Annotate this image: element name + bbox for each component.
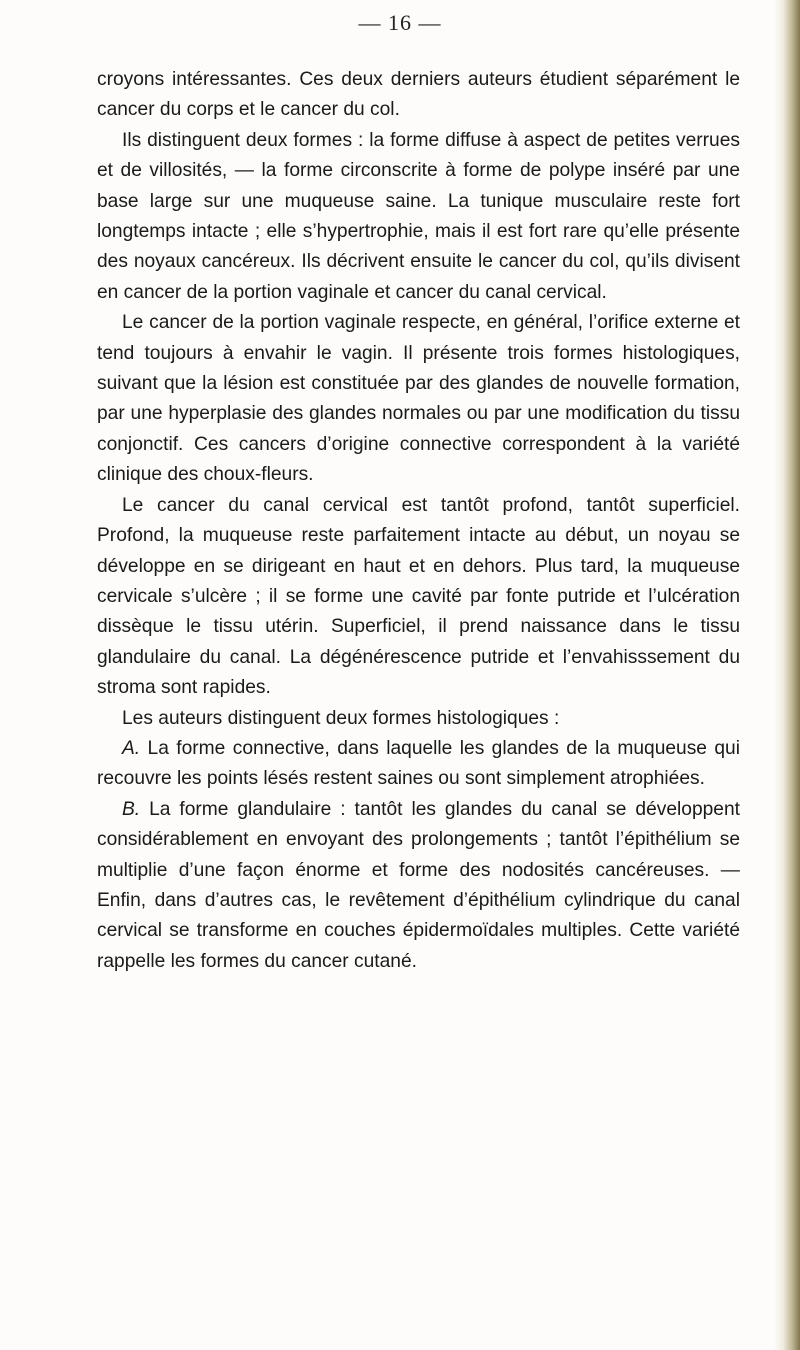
paragraph: Le cancer de la portion vaginale respecte, en général, l’orifice externe et tend toujours à envahir le vagin. Il présente trois formes histologiques, suivant que la lésion est constituée par des glandes de nouvelle formation, par une hyperplasie des glandes normales ou par une modification du tissu conjonctif. Ces cancers d’origine connective correspondent à la variété clinique des choux-fleurs.	[97, 312, 740, 486]
paragraph: Ils distinguent deux formes : la forme diffuse à aspect de petites verrues et de villosités, — la forme circonscrite à forme de polype inséré par une base large sur une muqueuse saine. La tunique musculaire reste fort longtemps intacte ; elle s’hypertrophie, mais il est fort rare qu’elle présente des noyaux cancéreux. Ils décrivent ensuite le cancer du col, qu’ils divisent en cancer de la portion vaginale et cancer du canal cervical.	[97, 129, 740, 303]
paragraph: B. La forme glandulaire : tantôt les glandes du canal se développent considérablement en envoyant des prolongements ; tantôt l’épithélium se multiplie d’une façon énorme et forme des nodosités cancéreuses. — Enfin, dans d’autres cas, le revêtement d’épithélium cylindrique du canal cervical se transforme en couches épidermoïdales multiples. Cette variété rappelle les formes du cancer cutané.	[97, 798, 740, 972]
paragraph: Le cancer du canal cervical est tantôt profond, tantôt superficiel. Profond, la muqueuse reste parfaitement intacte au début, un noyau se développe en se dirigeant en haut et en dehors. Plus tard, la muqueuse cervicale s’ulcère ; il se forme une cavité par fonte putride et l’ulcération dissèque le tissu utérin. Superficiel, il prend naissance dans le tissu glandulaire du canal. La dégénérescence putride et l’envahisssement du stroma sont rapides.	[97, 494, 740, 699]
page-number: — 16 —	[358, 10, 442, 35]
section-letter: A.	[122, 737, 141, 759]
paragraph: A. La forme connective, dans laquelle les glandes de la muqueuse qui recouvre les points lésés restent saines ou sont simplement atrophiées.	[97, 737, 740, 790]
section-letter: B.	[122, 798, 141, 820]
paragraph: croyons intéressantes. Ces deux derniers auteurs étudient séparément le cancer du corps et le cancer du col.	[97, 69, 740, 121]
page-edge-shadow	[774, 0, 800, 1350]
paragraph: Les auteurs distinguent deux formes histologiques :	[122, 707, 560, 729]
body-text	[97, 65, 740, 977]
